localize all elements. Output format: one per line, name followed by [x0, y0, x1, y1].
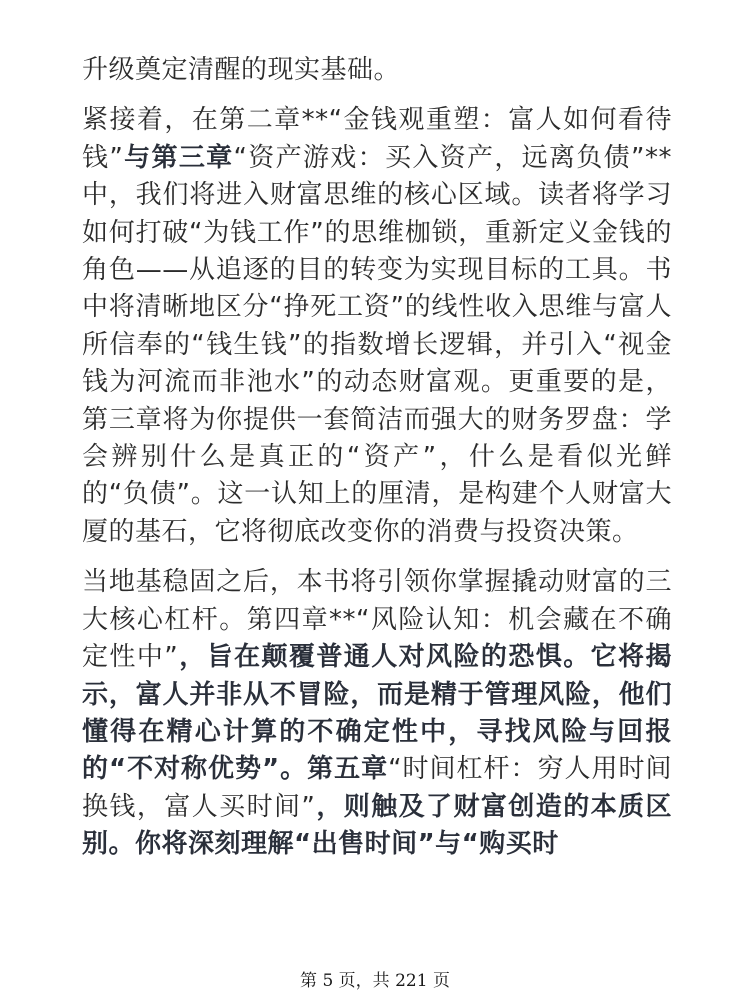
footer-middle: 页，共: [333, 971, 396, 991]
footer-suffix: 页: [427, 971, 450, 991]
paragraph-3-run-1: 当地基稳固之后，本书将引领你掌握撬动财富的三大核心杠杆。第四章**“风险认知：机会藏在不确定性中”: [82, 567, 672, 673]
paragraph-1: [82, 52, 672, 89]
paragraph-3-run-2-bold: ，旨在颠覆普通人对风险的恐惧。它将揭示，富人并非从不冒险，而是精于管理风险，他们懂得在精心计算的不确定性中，寻找风险与回报的“不对称优势”。第五章: [82, 642, 672, 785]
paragraph-1-run-1: 升级奠定清醒的现实基础。: [82, 55, 401, 85]
paragraph-2-run-1: 紧接着，在第二章**“金钱观重塑：富人如何看待钱”: [82, 105, 672, 173]
footer-prefix: 第: [300, 971, 323, 991]
paragraph-2: [82, 102, 672, 551]
paragraph-2-run-3: “资产游戏：买入资产，远离负债”**中，我们将进入财富思维的核心区域。读者将学习如何打破“为钱工作”的思维枷锁，重新定义金钱的角色——从追逐的目的转变为实现目标的工具。书中将清晰地区分“挣死工资”的线性收入思维与富人所信奉的“钱生钱”的指数增长逻辑，并引入“视金钱为河流而非池水”的动态财富观。更重要的是，第三章将为你提供一套简洁而强大的财务罗盘：学会辨别什么是真正的“资产”，什么是看似光鲜的“负债”。这一认知上的厘清，是构建个人财富大厦的基石，它将彻底改变你的消费与投资决策。: [82, 142, 672, 547]
paragraph-3-run-3: “时间杠杆：穷人用时间换钱，富人买时间”: [82, 754, 672, 822]
document-body: [82, 52, 672, 877]
footer-total-pages: 221: [395, 971, 428, 991]
paragraph-3-run-4-bold: ，则触及了财富创造的本质区别。你将深刻理解“出售时间”与“购买时: [82, 791, 672, 860]
paragraph-2-run-2-bold: 与第三章: [123, 142, 234, 173]
footer-page-number: 5: [322, 971, 334, 991]
page-footer: [0, 966, 750, 991]
paragraph-3: [82, 564, 672, 863]
